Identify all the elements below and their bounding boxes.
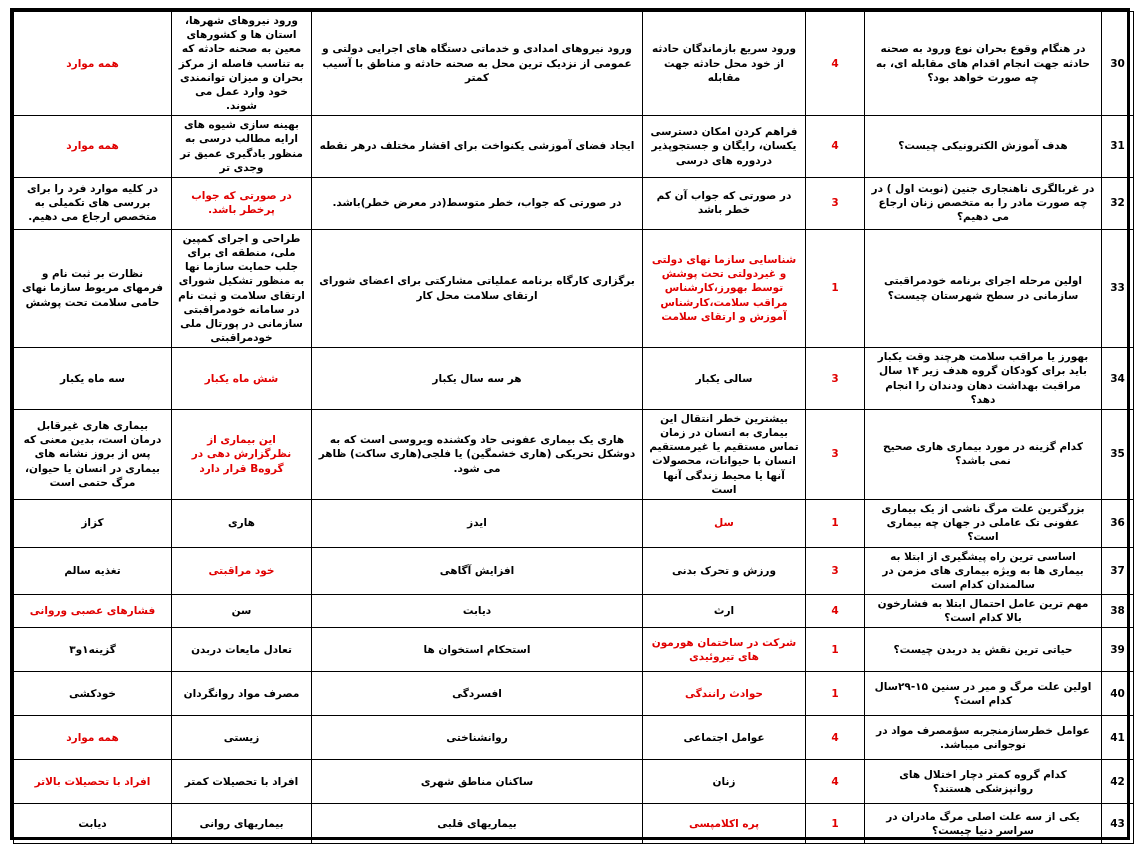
table-row	[14, 716, 1134, 760]
question-text: حیاتی ترین نقش ید دربدن چیست؟	[865, 628, 1102, 672]
question-number: 31	[1102, 116, 1134, 178]
option-2: ایدز	[312, 499, 643, 547]
option-1: شناسایی سازما نهای دولتی و غیردولتی تحت پوشش توسط بهورز،کارشناس مراقب سلامت،کارشناس آموزش و ارتقای سلامت	[643, 229, 806, 347]
question-number: 38	[1102, 595, 1134, 628]
option-1: سالی یکبار	[643, 348, 806, 410]
option-3: تعادل مایعات دربدن	[172, 628, 312, 672]
option-4: سه ماه یکبار	[14, 348, 172, 410]
question-number: 43	[1102, 804, 1134, 844]
option-1: پره اکلامپسی	[643, 804, 806, 844]
answer-key: 4	[806, 716, 865, 760]
option-1: در صورتی که جواب آن کم خطر باشد	[643, 177, 806, 229]
answer-key: 1	[806, 672, 865, 716]
option-1: ارث	[643, 595, 806, 628]
question-number: 34	[1102, 348, 1134, 410]
option-2: دیابت	[312, 595, 643, 628]
question-number: 36	[1102, 499, 1134, 547]
option-3: شش ماه یکبار	[172, 348, 312, 410]
question-text: اولین علت مرگ و میر در سنین ۱۵-۲۹سال کدام است؟	[865, 672, 1102, 716]
option-1: زنان	[643, 760, 806, 804]
answer-key: 4	[806, 595, 865, 628]
option-2: هر سه سال یکبار	[312, 348, 643, 410]
option-3: بهینه سازی شیوه های ارایه مطالب درسی به منظور یادگیری عمیق تر وجدی تر	[172, 116, 312, 178]
option-4: دیابت	[14, 804, 172, 844]
option-1: عوامل اجتماعی	[643, 716, 806, 760]
option-2: برگزاری کارگاه برنامه عملیاتی مشارکتی برای اعضای شورای ارتقای سلامت محل کار	[312, 229, 643, 347]
option-2: ورود نیروهای امدادی و خدماتی دستگاه های اجرایی دولتی و عمومی از نزدیک ترین محل به صحنه حادثه و مناطق با آسیب کمتر	[312, 12, 643, 116]
option-2: بیماریهای قلبی	[312, 804, 643, 844]
question-text: کدام گزینه در مورد بیماری هاری صحیح نمی باشد؟	[865, 409, 1102, 499]
question-number: 33	[1102, 229, 1134, 347]
option-3: هاری	[172, 499, 312, 547]
table-row	[14, 628, 1134, 672]
question-text: اولین مرحله اجرای برنامه خودمراقبتی سازمانی در سطح شهرستان چیست؟	[865, 229, 1102, 347]
table-row	[14, 177, 1134, 229]
option-3: طراحی و اجرای کمپین ملی، منطقه ای برای جلب حمایت سازما نها به منظور تشکیل شورای ارتقای سلامت و ثبت نام در سامانه خودمراقبتی سازمانی در پورتال ملی خودمراقبتی	[172, 229, 312, 347]
option-4: فشارهای عصبی وروانی	[14, 595, 172, 628]
answer-key: 4	[806, 116, 865, 178]
question-text: عوامل خطرسازمنجربه سؤمصرف مواد در نوجوانی میباشد.	[865, 716, 1102, 760]
question-text: هدف آموزش الکترونیکی چیست؟	[865, 116, 1102, 178]
option-3: سن	[172, 595, 312, 628]
table-row	[14, 116, 1134, 178]
answer-key: 1	[806, 499, 865, 547]
table-row	[14, 547, 1134, 595]
question-text: در هنگام وقوع بحران نوع ورود به صحنه حادثه جهت انجام اقدام های مقابله ای، به چه صورت خواهد بود؟	[865, 12, 1102, 116]
question-text: بهورز یا مراقب سلامت هرچند وقت یکبار باید برای کودکان گروه هدف زیر ۱۴ سال مراقبت بهداشت دهان ودندان را انجام دهد؟	[865, 348, 1102, 410]
question-number: 30	[1102, 12, 1134, 116]
option-1: سل	[643, 499, 806, 547]
table-row	[14, 672, 1134, 716]
answer-key: 1	[806, 628, 865, 672]
option-2: استحکام استخوان ها	[312, 628, 643, 672]
option-1: ورود سریع بازماندگان حادثه از خود محل حادثه جهت مقابله	[643, 12, 806, 116]
question-number: 32	[1102, 177, 1134, 229]
question-number: 42	[1102, 760, 1134, 804]
option-4: خودکشی	[14, 672, 172, 716]
option-4: کزاز	[14, 499, 172, 547]
option-3: این بیماری از نظرگزارش دهی در گروهB قرار دارد	[172, 409, 312, 499]
exam-answer-sheet	[10, 8, 1130, 840]
question-number: 39	[1102, 628, 1134, 672]
table-row	[14, 760, 1134, 804]
option-1: حوادث رانندگی	[643, 672, 806, 716]
option-3: زیستی	[172, 716, 312, 760]
option-2: در صورتی که جواب، خطر متوسط(در معرض خطر)باشد.	[312, 177, 643, 229]
option-3: خود مراقبتی	[172, 547, 312, 595]
answer-key: 3	[806, 409, 865, 499]
option-2: افزایش آگاهی	[312, 547, 643, 595]
option-3: ورود نیروهای شهرها، استان ها و کشورهای معین به صحنه حادثه که به تناسب فاصله از مرکز بحران و میزان توانمندی خود وارد عمل می شوند.	[172, 12, 312, 116]
option-3: افراد با تحصیلات کمتر	[172, 760, 312, 804]
answer-key: 4	[806, 760, 865, 804]
table-row	[14, 804, 1134, 844]
answer-key: 4	[806, 12, 865, 116]
question-text: یکی از سه علت اصلی مرگ مادران در سراسر دنیا چیست؟	[865, 804, 1102, 844]
question-text: در غربالگری ناهنجاری جنین (نوبت اول ) در چه صورت مادر را به متخصص زنان ارجاع می دهیم؟	[865, 177, 1102, 229]
option-2: افسردگی	[312, 672, 643, 716]
question-text: مهم ترین عامل احتمال ابتلا به فشارخون بالا کدام است؟	[865, 595, 1102, 628]
answer-key: 3	[806, 348, 865, 410]
option-2: هاری یک بیماری عفونی حاد وکشنده ویروسی است که به دوشکل تحریکی (هاری خشمگین) یا فلجی(هاری ساکت) ظاهر می شود.	[312, 409, 643, 499]
option-2: ایجاد فضای آموزشی یکنواخت برای اقشار مختلف درهر نقطه	[312, 116, 643, 178]
question-text: کدام گروه کمتر دچار اختلال های روانپزشکی هستند؟	[865, 760, 1102, 804]
option-2: ساکنان مناطق شهری	[312, 760, 643, 804]
answer-key: 3	[806, 547, 865, 595]
option-1: ورزش و تحرک بدنی	[643, 547, 806, 595]
answer-key: 1	[806, 804, 865, 844]
table-row	[14, 348, 1134, 410]
option-1: شرکت در ساختمان هورمون های تیروئیدی	[643, 628, 806, 672]
answer-key: 1	[806, 229, 865, 347]
question-text: بزرگترین علت مرگ ناشی از یک بیماری عفونی تک عاملی در جهان چه بیماری است؟	[865, 499, 1102, 547]
table-row	[14, 12, 1134, 116]
question-table	[13, 11, 1134, 844]
option-1: فراهم کردن امکان دسترسی یکسان، رایگان و جستجوپذیر دردوره های درسی	[643, 116, 806, 178]
option-3: مصرف مواد روانگردان	[172, 672, 312, 716]
option-3: در صورتی که جواب پرخطر باشد.	[172, 177, 312, 229]
question-number: 40	[1102, 672, 1134, 716]
option-2: روانشناختی	[312, 716, 643, 760]
option-4: گزینه۱و۳	[14, 628, 172, 672]
option-4: افراد با تحصیلات بالاتر	[14, 760, 172, 804]
option-4: همه موارد	[14, 12, 172, 116]
option-4: بیماری هاری غیرقابل درمان است، بدین معنی که پس از بروز نشانه های بیماری در انسان یا حیوان، مرگ حتمی است	[14, 409, 172, 499]
table-row	[14, 595, 1134, 628]
question-number: 35	[1102, 409, 1134, 499]
table-row	[14, 409, 1134, 499]
question-number: 41	[1102, 716, 1134, 760]
table-row	[14, 229, 1134, 347]
option-3: بیماریهای روانی	[172, 804, 312, 844]
option-4: در کلیه موارد فرد را برای بررسی های تکمیلی به متخصص ارجاع می دهیم.	[14, 177, 172, 229]
question-text: اساسی ترین راه پیشگیری از ابتلا به بیماری ها به ویژه بیماری های مزمن در سالمندان کدام است	[865, 547, 1102, 595]
table-row	[14, 499, 1134, 547]
option-4: همه موارد	[14, 716, 172, 760]
option-4: همه موارد	[14, 116, 172, 178]
option-4: تغذیه سالم	[14, 547, 172, 595]
option-1: بیشترین خطر انتقال این بیماری به انسان در زمان تماس مستقیم یا غیرمستقیم انسان با حیوانات، محصولات آنها یا محیط زندگی آنها است	[643, 409, 806, 499]
question-number: 37	[1102, 547, 1134, 595]
option-4: نظارت بر ثبت نام و فرمهای مربوط سازما نهای حامی سلامت تحت پوشش	[14, 229, 172, 347]
answer-key: 3	[806, 177, 865, 229]
